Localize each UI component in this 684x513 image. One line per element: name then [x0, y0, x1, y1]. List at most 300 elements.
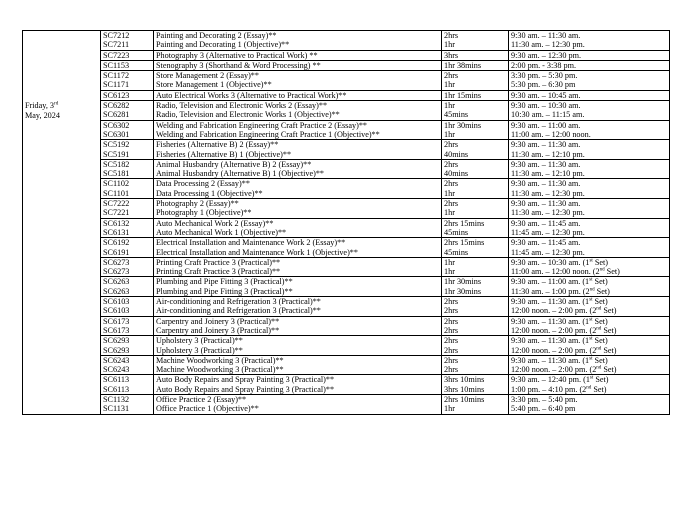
time-cell — [509, 159, 670, 179]
paper-code: SC5192 — [103, 140, 130, 150]
paper-code: SC6301 — [103, 129, 130, 139]
code-cell — [101, 336, 154, 356]
paper-code: SC7223 — [103, 50, 130, 60]
set-ordinal: st — [589, 277, 593, 283]
paper-duration: 2hrs 10mins — [444, 394, 485, 404]
paper-duration: 2hrs 15mins — [444, 218, 485, 228]
paper-time — [511, 219, 667, 228]
code-cell — [101, 238, 154, 258]
time-range: 9:30 am. – 11:30 am. — [511, 31, 581, 40]
paper-time — [511, 61, 667, 70]
paper-time — [511, 80, 667, 89]
set-label: Set) — [601, 325, 617, 335]
time-cell — [509, 140, 670, 160]
timetable-body — [23, 31, 670, 415]
subject-name: Painting and Decorating 1 (Objective)** — [156, 40, 290, 50]
paper-code: SC6243 — [103, 365, 130, 375]
time-cell — [509, 394, 670, 414]
paper-time — [511, 238, 667, 247]
set-ordinal: nd — [596, 345, 602, 351]
paper-time — [511, 267, 667, 276]
date-cell — [23, 31, 101, 415]
paper-time — [511, 71, 667, 80]
time-range: 9:30 am. – 10:30 am. (1 — [511, 257, 590, 267]
subject-cell — [154, 159, 442, 179]
subject-cell — [154, 355, 442, 375]
time-range: 10:30 am. – 11:15 am. — [511, 110, 585, 120]
subject-cell — [154, 120, 442, 140]
paper-duration: 2hrs — [444, 140, 459, 150]
subject-name: Machine Woodworking 3 (Practical)** — [156, 365, 284, 375]
paper-code: SC1171 — [103, 80, 130, 90]
paper-time — [511, 40, 667, 49]
subject-name: Welding and Fabrication Engineering Craft Practice 2 (Essay)** — [156, 120, 368, 130]
paper-time — [511, 130, 667, 139]
table-row — [23, 159, 670, 179]
subject-name: Radio, Television and Electronic Works 2 (Essay)** — [156, 101, 328, 111]
code-cell — [101, 90, 154, 100]
subject-cell — [154, 218, 442, 238]
table-row — [23, 50, 670, 60]
paper-code: SC7222 — [103, 199, 130, 209]
table-row — [23, 140, 670, 160]
duration-cell — [442, 297, 509, 317]
paper-duration: 2hrs — [444, 31, 459, 40]
paper-time — [511, 121, 667, 130]
table-row — [23, 90, 670, 100]
subject-cell — [154, 199, 442, 219]
time-cell — [509, 336, 670, 356]
paper-code: SC6243 — [103, 355, 130, 365]
paper-code: SC6273 — [103, 267, 130, 277]
paper-code: SC1102 — [103, 179, 130, 189]
time-range: 11:30 am. – 12:30 pm. — [511, 40, 585, 50]
paper-time — [511, 404, 667, 413]
time-range: 12:00 noon. – 2:00 pm. (2 — [511, 345, 597, 355]
set-ordinal: st — [589, 316, 593, 322]
paper-duration: 2hrs 15mins — [444, 238, 485, 248]
table-row — [23, 277, 670, 297]
paper-code: SC6192 — [103, 238, 130, 248]
subject-name: Auto Body Repairs and Spray Painting 3 (Practical)** — [156, 384, 335, 394]
subject-name: Electrical Installation and Maintenance Work 2 (Essay)** — [156, 238, 346, 248]
table-row — [23, 179, 670, 199]
table-row — [23, 60, 670, 70]
subject-cell — [154, 375, 442, 395]
paper-time — [511, 228, 667, 237]
paper-time — [511, 346, 667, 355]
paper-duration: 1hr — [444, 188, 455, 198]
paper-code: SC6132 — [103, 218, 130, 228]
time-cell — [509, 101, 670, 121]
paper-duration: 1hr 15mins — [444, 90, 482, 100]
paper-code: SC6273 — [103, 257, 130, 267]
paper-duration: 2hrs — [444, 345, 459, 355]
paper-duration: 1hr — [444, 129, 455, 139]
paper-duration: 1hr 30mins — [444, 277, 482, 287]
subject-name: Fisheries (Alternative B) 2 (Essay)** — [156, 140, 279, 150]
set-ordinal: nd — [596, 306, 602, 312]
time-range: 11:30 am. – 12:30 pm. — [511, 208, 585, 218]
paper-duration: 2hrs — [444, 336, 459, 346]
time-range: 9:30 am. – 11:30 am. — [511, 179, 581, 189]
paper-duration: 2hrs — [444, 365, 459, 375]
time-range: 9:30 am. – 11:30 am. (1 — [511, 336, 590, 346]
subject-name: Upholstery 3 (Practical)** — [156, 345, 243, 355]
paper-code: SC6173 — [103, 325, 130, 335]
time-range: 11:45 am. – 12:30 pm. — [511, 227, 585, 237]
paper-duration: 1hr — [444, 208, 455, 218]
date-day: Friday, 3 — [25, 101, 55, 110]
paper-time — [511, 306, 667, 315]
code-cell — [101, 71, 154, 91]
paper-time — [511, 317, 667, 326]
paper-time — [511, 287, 667, 296]
paper-duration: 1hr 30mins — [444, 120, 482, 130]
subject-name: Carpentry and Joinery 3 (Practical)** — [156, 325, 280, 335]
paper-duration: 40mins — [444, 149, 469, 159]
time-range: 12:00 noon. – 2:00 pm. (2 — [511, 306, 597, 316]
paper-code: SC6123 — [103, 90, 130, 100]
time-cell — [509, 218, 670, 238]
paper-duration: 2hrs — [444, 159, 459, 169]
time-range: 1:00 pm. – 4:10 pm. (2 — [511, 384, 587, 394]
paper-code: SC6131 — [103, 227, 130, 237]
paper-code: SC6281 — [103, 110, 130, 120]
table-row — [23, 120, 670, 140]
paper-time — [511, 110, 667, 119]
paper-code: SC7211 — [103, 40, 130, 50]
time-cell — [509, 90, 670, 100]
paper-time — [511, 169, 667, 178]
subject-name: Auto Mechanical Work 2 (Essay)** — [156, 218, 274, 228]
set-label: Set) — [591, 384, 607, 394]
subject-name: Plumbing and Pipe Fitting 3 (Practical)** — [156, 277, 293, 287]
paper-code: SC6293 — [103, 336, 130, 346]
code-cell — [101, 140, 154, 160]
time-range: 11:30 am. – 12:10 pm. — [511, 149, 585, 159]
set-ordinal: nd — [596, 326, 602, 332]
time-range: 5:30 pm. – 6:30 pm — [511, 80, 576, 90]
paper-code: SC1131 — [103, 404, 130, 414]
duration-cell — [442, 199, 509, 219]
table-row — [23, 257, 670, 277]
duration-cell — [442, 394, 509, 414]
time-cell — [509, 179, 670, 199]
time-range: 9:30 am. – 10:30 am. — [511, 101, 581, 111]
table-row — [23, 297, 670, 317]
subject-name: Photography 1 (Objective)** — [156, 208, 252, 218]
code-cell — [101, 159, 154, 179]
table-row — [23, 375, 670, 395]
subject-name: Office Practice 2 (Essay)** — [156, 394, 247, 404]
subject-name: Data Processing 1 (Objective)** — [156, 188, 263, 198]
time-range: 9:30 am. – 11:30 am. (1 — [511, 297, 590, 307]
subject-name: Radio, Television and Electronic Works 1 (Objective)** — [156, 110, 340, 120]
duration-cell — [442, 218, 509, 238]
set-label: Set) — [601, 365, 617, 375]
time-range: 9:30 am. – 11:45 am. — [511, 238, 581, 248]
table-row — [23, 336, 670, 356]
duration-cell — [442, 120, 509, 140]
duration-cell — [442, 71, 509, 91]
time-cell — [509, 375, 670, 395]
subject-name: Welding and Fabrication Engineering Craft Practice 1 (Objective)** — [156, 129, 380, 139]
time-range: 11:45 am. – 12:30 pm. — [511, 247, 585, 257]
subject-name: Air-conditioning and Refrigeration 3 (Practical)** — [156, 297, 321, 307]
code-cell — [101, 31, 154, 51]
paper-code: SC5181 — [103, 169, 130, 179]
paper-code: SC6263 — [103, 277, 130, 287]
table-row — [23, 31, 670, 51]
subject-name: Office Practice 1 (Objective)** — [156, 404, 259, 414]
paper-code: SC1101 — [103, 188, 130, 198]
table-row — [23, 238, 670, 258]
code-cell — [101, 375, 154, 395]
code-cell — [101, 218, 154, 238]
set-label: Set) — [604, 267, 620, 277]
paper-code: SC5191 — [103, 149, 130, 159]
paper-time — [511, 208, 667, 217]
paper-duration: 3hrs — [444, 50, 459, 60]
subject-name: Animal Husbandry (Alternative B) 1 (Objective)** — [156, 169, 325, 179]
time-range: 3:30 pm. – 5:40 pm. — [511, 394, 578, 404]
subject-name: Stenography 3 (Shorthand & Word Processing) ** — [156, 60, 321, 70]
paper-time — [511, 277, 667, 286]
duration-cell — [442, 316, 509, 336]
paper-time — [511, 258, 667, 267]
paper-duration: 3hrs 10mins — [444, 375, 485, 385]
subject-name: Painting and Decorating 2 (Essay)** — [156, 31, 277, 40]
paper-code: SC5182 — [103, 159, 130, 169]
duration-cell — [442, 31, 509, 51]
time-cell — [509, 60, 670, 70]
paper-duration: 2hrs — [444, 306, 459, 316]
exam-date — [25, 101, 98, 121]
time-range: 11:30 am. – 1:00 pm. (2 — [511, 286, 590, 296]
time-range: 3:30 pm. – 5:30 pm. — [511, 71, 578, 81]
time-range: 9:30 am. – 12:30 pm. — [511, 50, 582, 60]
code-cell — [101, 316, 154, 336]
time-range: 11:30 am. – 12:30 pm. — [511, 188, 585, 198]
set-label: Set) — [592, 297, 608, 307]
subject-name: Auto Mechanical Work 1 (Objective)** — [156, 227, 287, 237]
duration-cell — [442, 375, 509, 395]
time-range: 11:30 am. – 12:10 pm. — [511, 169, 585, 179]
time-range: 9:30 am. – 11:30 am. — [511, 199, 581, 209]
duration-cell — [442, 90, 509, 100]
paper-time — [511, 150, 667, 159]
paper-duration: 1hr — [444, 80, 455, 90]
code-cell — [101, 277, 154, 297]
table-row — [23, 218, 670, 238]
time-cell — [509, 71, 670, 91]
code-cell — [101, 179, 154, 199]
set-label: Set) — [593, 375, 609, 385]
subject-name: Printing Craft Practice 3 (Practical)** — [156, 267, 281, 277]
subject-name: Fisheries (Alternative B) 1 (Objective)** — [156, 149, 292, 159]
paper-time — [511, 385, 667, 394]
paper-duration: 45mins — [444, 247, 469, 257]
subject-name: Upholstery 3 (Practical)** — [156, 336, 243, 346]
subject-cell — [154, 90, 442, 100]
subject-name: Photography 2 (Essay)** — [156, 199, 239, 209]
time-range: 9:30 am. – 11:30 am. — [511, 159, 581, 169]
paper-time — [511, 336, 667, 345]
set-label: Set) — [592, 257, 609, 267]
duration-cell — [442, 277, 509, 297]
subject-name: Photography 3 (Alternative to Practical Work) ** — [156, 50, 318, 60]
paper-time — [511, 248, 667, 257]
set-label: Set) — [601, 306, 617, 316]
time-range: 9:30 am. – 11:30 am. (1 — [511, 316, 590, 326]
subject-name: Store Management 2 (Essay)** — [156, 71, 259, 81]
date-suffix: rd — [54, 101, 59, 107]
subject-cell — [154, 71, 442, 91]
subject-name: Air-conditioning and Refrigeration 3 (Practical)** — [156, 306, 321, 316]
paper-time — [511, 395, 667, 404]
paper-time — [511, 140, 667, 149]
duration-cell — [442, 50, 509, 60]
set-ordinal: nd — [589, 286, 595, 292]
paper-time — [511, 179, 667, 188]
date-month-year: May, 2024 — [25, 111, 60, 120]
duration-cell — [442, 101, 509, 121]
time-range: 9:30 am. – 11:00 am. — [511, 120, 581, 130]
paper-duration: 2hrs — [444, 71, 459, 81]
table-row — [23, 71, 670, 91]
paper-duration: 45mins — [444, 110, 469, 120]
paper-time — [511, 375, 667, 384]
code-cell — [101, 297, 154, 317]
time-range: 9:30 am. – 10:45 am. — [511, 90, 581, 100]
paper-duration: 40mins — [444, 169, 469, 179]
subject-name: Electrical Installation and Maintenance Work 1 (Objective)** — [156, 247, 358, 257]
time-cell — [509, 316, 670, 336]
paper-time — [511, 189, 667, 198]
code-cell — [101, 199, 154, 219]
subject-name: Auto Electrical Works 3 (Alternative to Practical Work)** — [156, 90, 347, 100]
subject-name: Plumbing and Pipe Fitting 3 (Practical)** — [156, 286, 293, 296]
time-range: 9:30 am. – 11:45 am. — [511, 218, 581, 228]
subject-cell — [154, 336, 442, 356]
paper-code: SC6293 — [103, 345, 130, 355]
paper-duration: 2hrs — [444, 297, 459, 307]
subject-name: Data Processing 2 (Essay)** — [156, 179, 250, 189]
time-cell — [509, 50, 670, 60]
time-range: 12:00 noon. – 2:00 pm. (2 — [511, 365, 597, 375]
time-cell — [509, 257, 670, 277]
table-row — [23, 101, 670, 121]
paper-time — [511, 51, 667, 60]
paper-duration: 45mins — [444, 227, 469, 237]
set-ordinal: st — [589, 336, 593, 342]
paper-duration: 3hrs 10mins — [444, 384, 485, 394]
exam-timetable — [22, 30, 670, 415]
paper-duration: 1hr — [444, 404, 455, 414]
subject-cell — [154, 50, 442, 60]
set-ordinal: nd — [596, 365, 602, 371]
set-ordinal: nd — [599, 267, 605, 273]
paper-code: SC6113 — [103, 375, 130, 385]
subject-cell — [154, 394, 442, 414]
subject-cell — [154, 257, 442, 277]
paper-code: SC6173 — [103, 316, 130, 326]
code-cell — [101, 50, 154, 60]
time-range: 11:00 am. – 12:00 noon. (2 — [511, 267, 600, 277]
table-row — [23, 316, 670, 336]
code-cell — [101, 120, 154, 140]
paper-duration: 1hr 38mins — [444, 60, 482, 70]
subject-cell — [154, 31, 442, 51]
subject-cell — [154, 277, 442, 297]
paper-code: SC1153 — [103, 60, 130, 70]
time-range: 9:30 am. – 11:00 am. (1 — [511, 277, 590, 287]
paper-duration: 1hr — [444, 40, 455, 50]
paper-code: SC6103 — [103, 306, 130, 316]
paper-code: SC1172 — [103, 71, 130, 81]
paper-time — [511, 160, 667, 169]
subject-cell — [154, 297, 442, 317]
subject-name: Animal Husbandry (Alternative B) 2 (Essay)** — [156, 159, 312, 169]
subject-name: Machine Woodworking 3 (Practical)** — [156, 355, 284, 365]
subject-cell — [154, 238, 442, 258]
table-row — [23, 199, 670, 219]
paper-duration: 2hrs — [444, 316, 459, 326]
paper-duration: 1hr — [444, 267, 455, 277]
set-label: Set) — [594, 286, 610, 296]
time-cell — [509, 31, 670, 51]
paper-time — [511, 199, 667, 208]
paper-time — [511, 297, 667, 306]
code-cell — [101, 257, 154, 277]
subject-cell — [154, 140, 442, 160]
time-range: 9:30 am. – 12:40 pm. (1 — [511, 375, 590, 385]
subject-name: Store Management 1 (Objective)** — [156, 80, 272, 90]
time-cell — [509, 238, 670, 258]
time-cell — [509, 355, 670, 375]
subject-cell — [154, 316, 442, 336]
paper-duration: 1hr — [444, 257, 455, 267]
duration-cell — [442, 238, 509, 258]
set-ordinal: st — [589, 258, 593, 264]
set-ordinal: st — [589, 297, 593, 303]
duration-cell — [442, 257, 509, 277]
table-row — [23, 394, 670, 414]
paper-code: SC6103 — [103, 297, 130, 307]
paper-code: SC6282 — [103, 101, 130, 111]
duration-cell — [442, 140, 509, 160]
duration-cell — [442, 159, 509, 179]
subject-name: Printing Craft Practice 3 (Practical)** — [156, 257, 281, 267]
paper-duration: 2hrs — [444, 325, 459, 335]
set-ordinal: st — [589, 375, 594, 381]
set-ordinal: st — [589, 356, 593, 362]
subject-cell — [154, 60, 442, 70]
duration-cell — [442, 179, 509, 199]
duration-cell — [442, 336, 509, 356]
set-label: Set) — [592, 316, 608, 326]
paper-code: SC6263 — [103, 286, 130, 296]
paper-duration: 2hrs — [444, 355, 459, 365]
paper-code: SC7221 — [103, 208, 130, 218]
paper-code: SC7212 — [103, 31, 130, 40]
paper-duration: 2hrs — [444, 179, 459, 189]
paper-time — [511, 101, 667, 110]
paper-duration: 1hr — [444, 101, 455, 111]
duration-cell — [442, 60, 509, 70]
subject-name: Auto Body Repairs and Spray Painting 3 (Practical)** — [156, 375, 335, 385]
